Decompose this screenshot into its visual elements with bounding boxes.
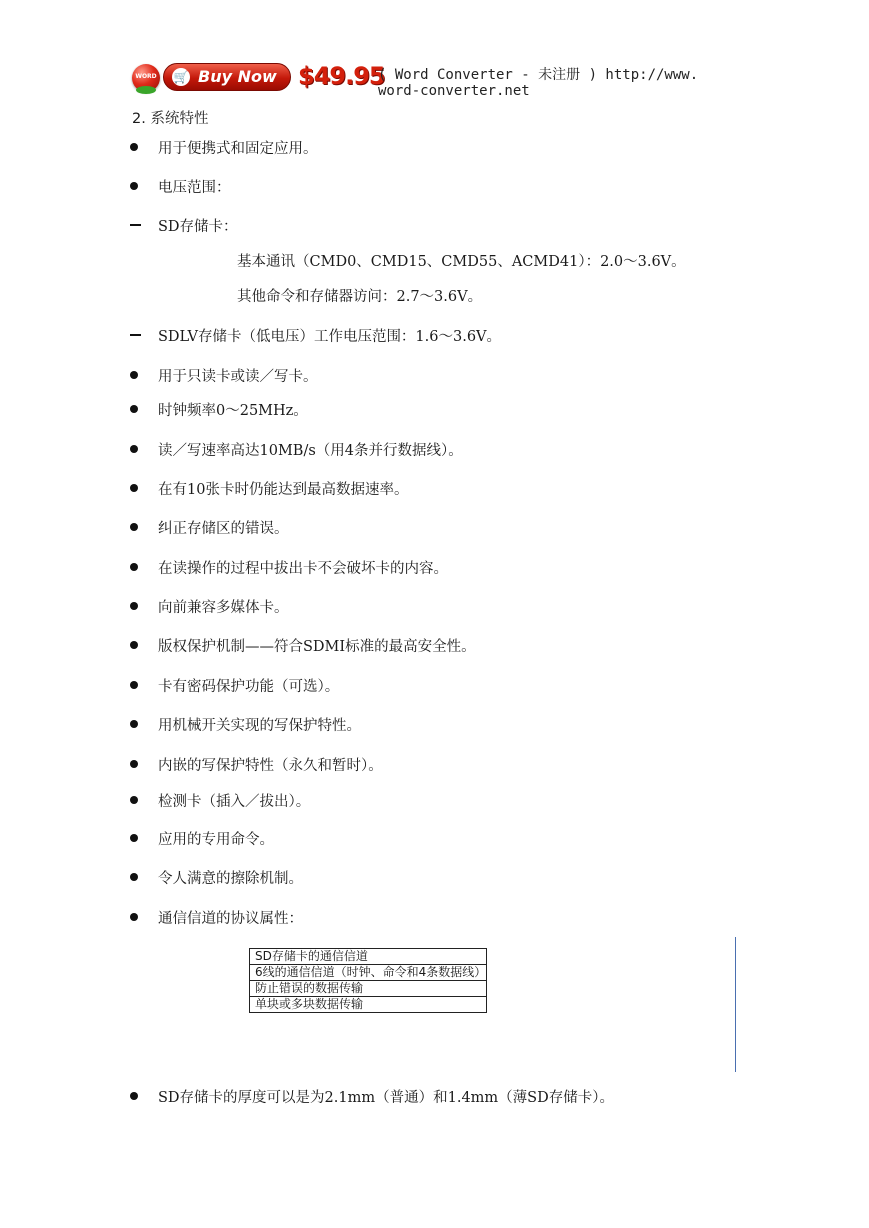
bullet-icon [130,720,138,728]
cart-icon: 🛒 [173,70,189,84]
list-item: 通信信道的协议属性： [158,911,303,927]
list-item: 用机械开关实现的写保护特性。 [158,718,361,734]
bullet-icon [130,182,138,190]
buy-now-button[interactable]: 🛒 Buy Now [163,63,291,91]
list-item: 令人满意的擦除机制。 [158,871,303,887]
list-item: 电压范围： [158,180,231,196]
bullet-icon [130,484,138,492]
bullet-icon [130,1092,138,1100]
dash-icon [130,224,141,226]
bullet-icon [130,405,138,413]
list-item: 纠正存储区的错误。 [158,521,289,537]
list-item: 向前兼容多媒体卡。 [158,600,289,616]
channel-table [249,948,487,1013]
list-item: 卡有密码保护功能（可选）。 [158,679,340,695]
watermark-line-1: ( Word Converter - 未注册 ) http://www. [378,67,699,83]
list-item: SD存储卡的厚度可以是为2.1mm（普通）和1.4mm（薄SD存储卡）。 [158,1090,614,1106]
list-item: 内嵌的写保护特性（永久和暂时）。 [158,758,383,774]
bullet-icon [130,563,138,571]
list-item: SD存储卡： [158,219,238,235]
list-item: 版权保护机制——符合SDMI标准的最高安全性。 [158,639,476,655]
list-item: 时钟频率0～25MHz。 [158,403,308,419]
section-title: 2. 系统特性 [132,111,209,127]
bullet-icon [130,602,138,610]
bullet-icon [130,796,138,804]
table-cell: 单块或多块数据传输 [250,997,487,1013]
list-item: 用于只读卡或读／写卡。 [158,369,318,385]
list-item: SDLV存储卡（低电压）工作电压范围：1.6～3.6V。 [158,329,502,345]
list-item: 用于便携式和固定应用。 [158,141,318,157]
list-item: 读／写速率高达10MB/s（用4条并行数据线）。 [158,443,463,459]
sub-item: 其他命令和存储器访问：2.7～3.6V。 [237,289,483,305]
bullet-icon [130,371,138,379]
list-item: 在读操作的过程中拔出卡不会破坏卡的内容。 [158,561,448,577]
table-cell: SD存储卡的通信信道 [250,949,487,965]
bullet-icon [130,681,138,689]
margin-line [735,937,736,1072]
sub-item: 基本通讯（CMD0、CMD15、CMD55、ACMD41）：2.0～3.6V。 [237,254,686,270]
bullet-icon [130,760,138,768]
list-item: 检测卡（插入／拔出）。 [158,794,311,810]
word-logo-icon: WORD [132,64,160,92]
bullet-icon [130,834,138,842]
bullet-icon [130,523,138,531]
price-label: $49.95 [298,62,385,90]
bullet-icon [130,913,138,921]
table-cell: 6线的通信信道（时钟、命令和4条数据线） [250,965,487,981]
bullet-icon [130,143,138,151]
list-item: 应用的专用命令。 [158,832,274,848]
watermark-line-2: word-converter.net [378,83,530,99]
table-cell: 防止错误的数据传输 [250,981,487,997]
bullet-icon [130,445,138,453]
bullet-icon [130,641,138,649]
list-item: 在有10张卡时仍能达到最高数据速率。 [158,482,409,498]
bullet-icon [130,873,138,881]
dash-icon [130,334,141,336]
